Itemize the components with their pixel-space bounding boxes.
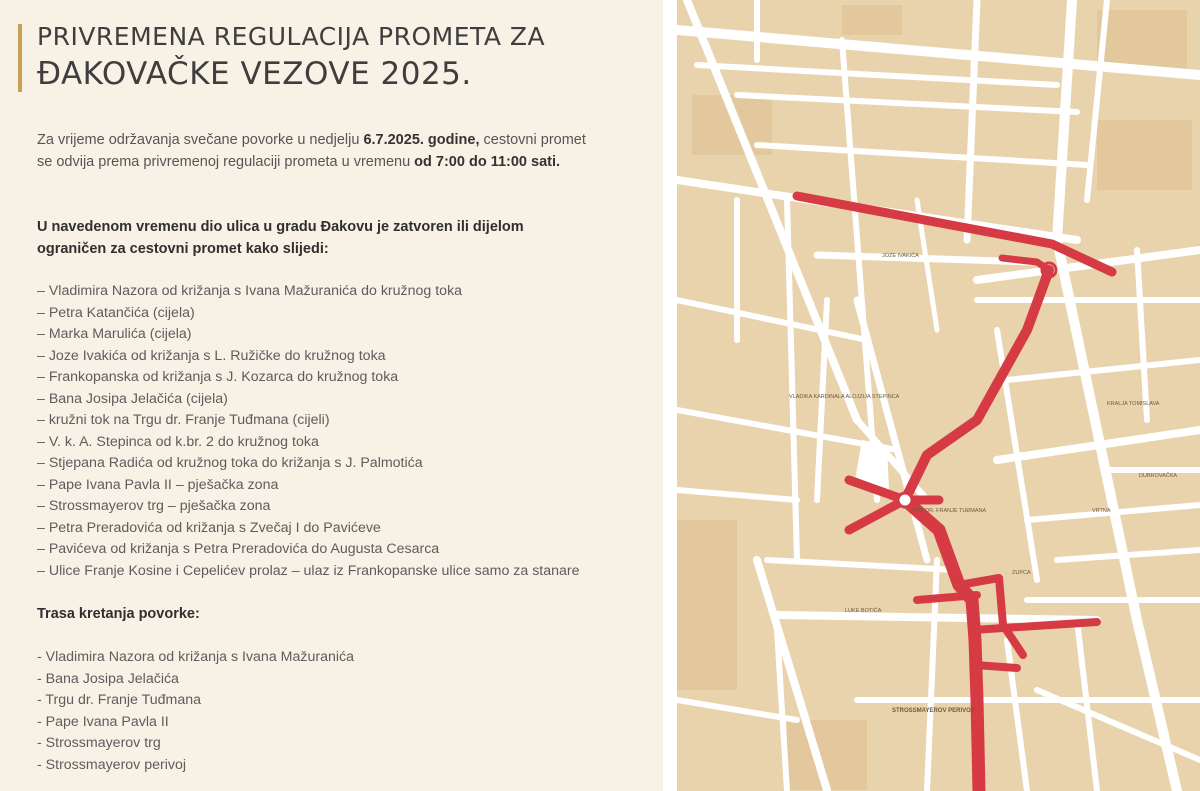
title-line-2: ĐAKOVAČKE VEZOVE 2025. (37, 56, 472, 92)
route-item: - Pape Ivana Pavla II (37, 713, 169, 730)
closures-list (37, 281, 580, 582)
closure-item: – Vladimira Nazora od križanja s Ivana Mažuranića do kružnog toka (37, 283, 463, 299)
intro-time: od 7:00 do 11:00 sati. (414, 153, 561, 170)
closures-heading: U navedenom vremenu dio ulica u gradu Đakovu je zatvoren ili dijelom ograničen za cestovni promet kako slijedi: (37, 219, 524, 257)
label-square: TRG DR. FRANJE TUĐMANA (912, 508, 987, 514)
closure-item: – Bana Josipa Jelačića (cijela) (37, 390, 228, 407)
roundabout-square (898, 493, 912, 507)
route-item: - Strossmayerov trg (37, 735, 161, 751)
route-item: - Bana Josipa Jelačića (37, 670, 179, 687)
title-accent-bar (18, 24, 22, 92)
closure-item: – Stjepana Radića od kružnog toka do križanja s J. Palmotića (37, 455, 423, 471)
closure-item: – V. k. A. Stepinca od k.br. 2 do kružnog toka (37, 433, 319, 450)
closure-item: – Pavićeva od križanja s Petra Preradovića do Augusta Cesarca (37, 541, 440, 557)
label-dubrovacka: DUBROVAČKA (1139, 473, 1178, 479)
intro-text-2: cestovni promet se odvija prema privremenoj regulaciji prometa u vremenu (37, 132, 586, 170)
closure-item: – Petra Preradovića od križanja s Zvečaj I do Pavićeve (37, 519, 381, 536)
intro-text-1: Za vrijeme održavanja svečane povorke u nedjelju (37, 132, 364, 148)
closure-item: – Marka Marulića (cijela) (37, 326, 192, 342)
intro-paragraph (37, 130, 597, 173)
label-kralja: KRALJA TOMISLAVA (1107, 401, 1160, 407)
route-heading: Trasa kretanja povorke: (37, 606, 200, 622)
closure-item: – Joze Ivakića od križanja s L. Ružičke do kružnog toka (37, 347, 386, 364)
closure-item: – Ulice Franje Kosine i Cepelićev prolaz – ulaz iz Frankopanske ulice samo za stanare (37, 562, 580, 579)
label-seminary: VLADIKA KARDINALA ALOJZIJA STEPINCA (789, 394, 900, 400)
closure-item: – Pape Ivana Pavla II – pješačka zona (37, 476, 279, 493)
route-list (37, 647, 354, 776)
map-svg (677, 0, 1200, 791)
closure-item: – Frankopanska od križanja s J. Kozarca do kružnog toka (37, 369, 399, 385)
label-vrtna: VRTNA (1092, 508, 1111, 514)
label-park: STROSSMAYEROV PERIVOJ (892, 708, 975, 714)
label-luke: LUKE BOTIĆA (845, 608, 882, 614)
page-title (37, 20, 545, 94)
route-item: - Trgu dr. Franje Tuđmana (37, 692, 202, 708)
panel-divider (663, 0, 677, 791)
title-line-1: PRIVREMENA REGULACIJA PROMETA ZA (37, 22, 546, 51)
intro-date: 6.7.2025. godine, (363, 132, 480, 148)
route-item: - Strossmayerov perivoj (37, 756, 187, 773)
label-joze: JOZE IVAKIĆA (882, 253, 919, 259)
closure-item: – kružni tok na Trgu dr. Franje Tuđmana (cijeli) (37, 412, 330, 428)
closure-item: – Strossmayerov trg – pješačka zona (37, 498, 271, 514)
route-item: - Vladimira Nazora od križanja s Ivana Mažuranića (37, 649, 354, 665)
street-map[interactable] (677, 0, 1200, 791)
closure-item: – Petra Katančića (cijela) (37, 304, 195, 321)
label-zupca: ZUPCA (1012, 570, 1031, 576)
